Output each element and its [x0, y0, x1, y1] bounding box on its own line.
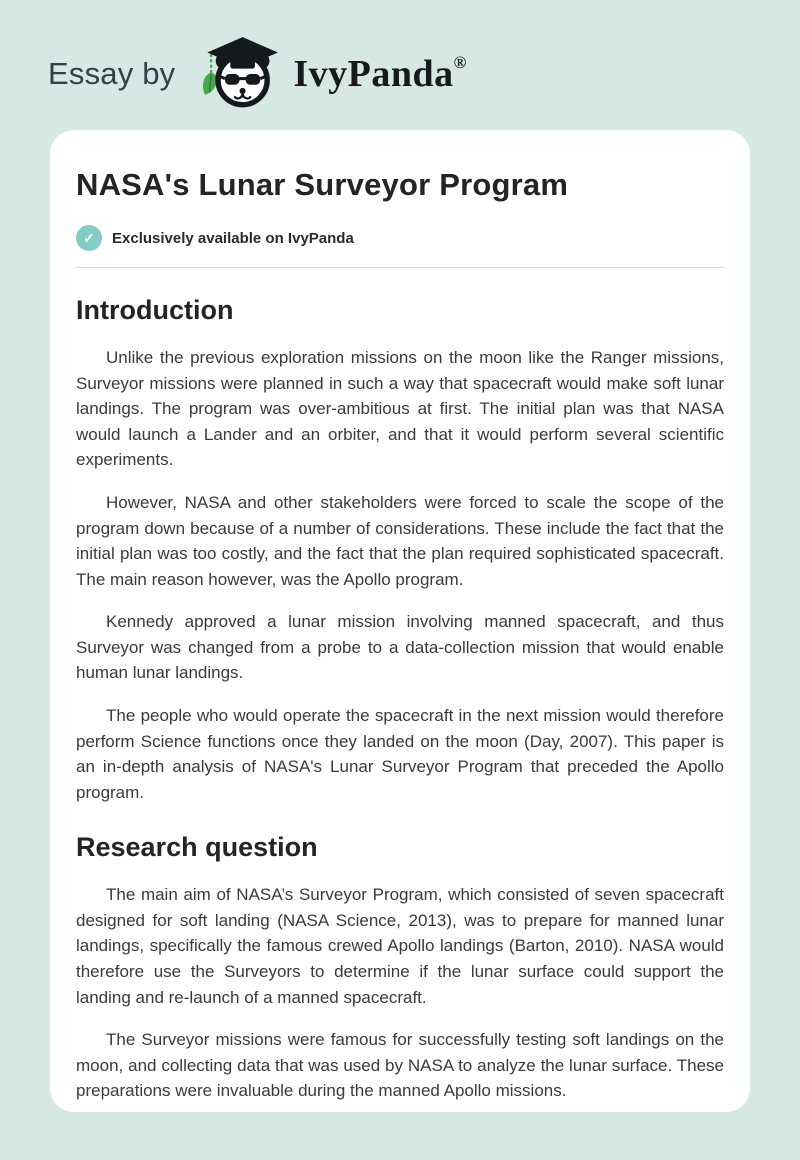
exclusive-badge [76, 225, 724, 251]
brand-wordmark: IvyPanda® [293, 53, 467, 95]
heading-research-question: Research question [76, 832, 318, 863]
essay-card [50, 130, 750, 1112]
check-icon: ✓ [76, 225, 102, 251]
section-research-question [76, 831, 724, 1104]
page-title: NASA's Lunar Surveyor Program [76, 167, 569, 202]
essay-paragraph: However, NASA and other stakeholders were forced to scale the scope of the program down because of a number of considerations. These include the fact that the initial plan was too costly, and the fact that the plan required sophisticated spacecraft. The main reason however, was the Apollo program. [76, 492, 724, 589]
site-header [0, 0, 800, 130]
essay-paragraph: Unlike the previous exploration missions on the moon like the Ranger missions, Surveyor missions were planned in such a way that spacecraft would make soft lunar landings. The program was over-ambitious at first. The initial plan was that NASA would launch a Lander and an orbiter, and that it would perform several scientific experiments. [76, 347, 724, 470]
essay-by-label: Essay by [48, 56, 176, 91]
section-introduction [76, 294, 724, 805]
essay-paragraph: The Surveyor missions were famous for successfully testing soft landings on the moon, and collecting data that was used by NASA to analyze the lunar surface. These preparations were invaluable during the manned Apollo missions. [76, 1030, 724, 1101]
registered-mark: ® [453, 53, 467, 72]
essay-paragraph: Kennedy approved a lunar mission involving manned spacecraft, and thus Surveyor was changed from a probe to a data-collection mission that would enable human lunar landings. [76, 612, 724, 683]
ivypanda-logo-link[interactable] [189, 35, 466, 113]
heading-introduction: Introduction [76, 295, 234, 326]
panda-graduate-icon [195, 35, 281, 113]
divider [76, 267, 724, 268]
essay-paragraph: The people who would operate the spacecraft in the next mission would therefore perform Science functions once they landed on the moon (Day, 2007). This paper is an in-depth analysis of NASA's Lunar Surveyor Program that preceded the Apollo program. [76, 706, 724, 802]
essay-paragraph: The main aim of NASA’s Surveyor Program, which consisted of seven spacecraft designed for soft landing (NASA Science, 2013), was to prepare for manned lunar landings, specifically the famous crewed Apollo landings (Barton, 2010). NASA would therefore use the Surveyors to determine if the lunar surface could support the landing and re-launch of a manned spacecraft. [76, 885, 724, 1007]
badge-label: Exclusively available on IvyPanda [112, 229, 354, 247]
